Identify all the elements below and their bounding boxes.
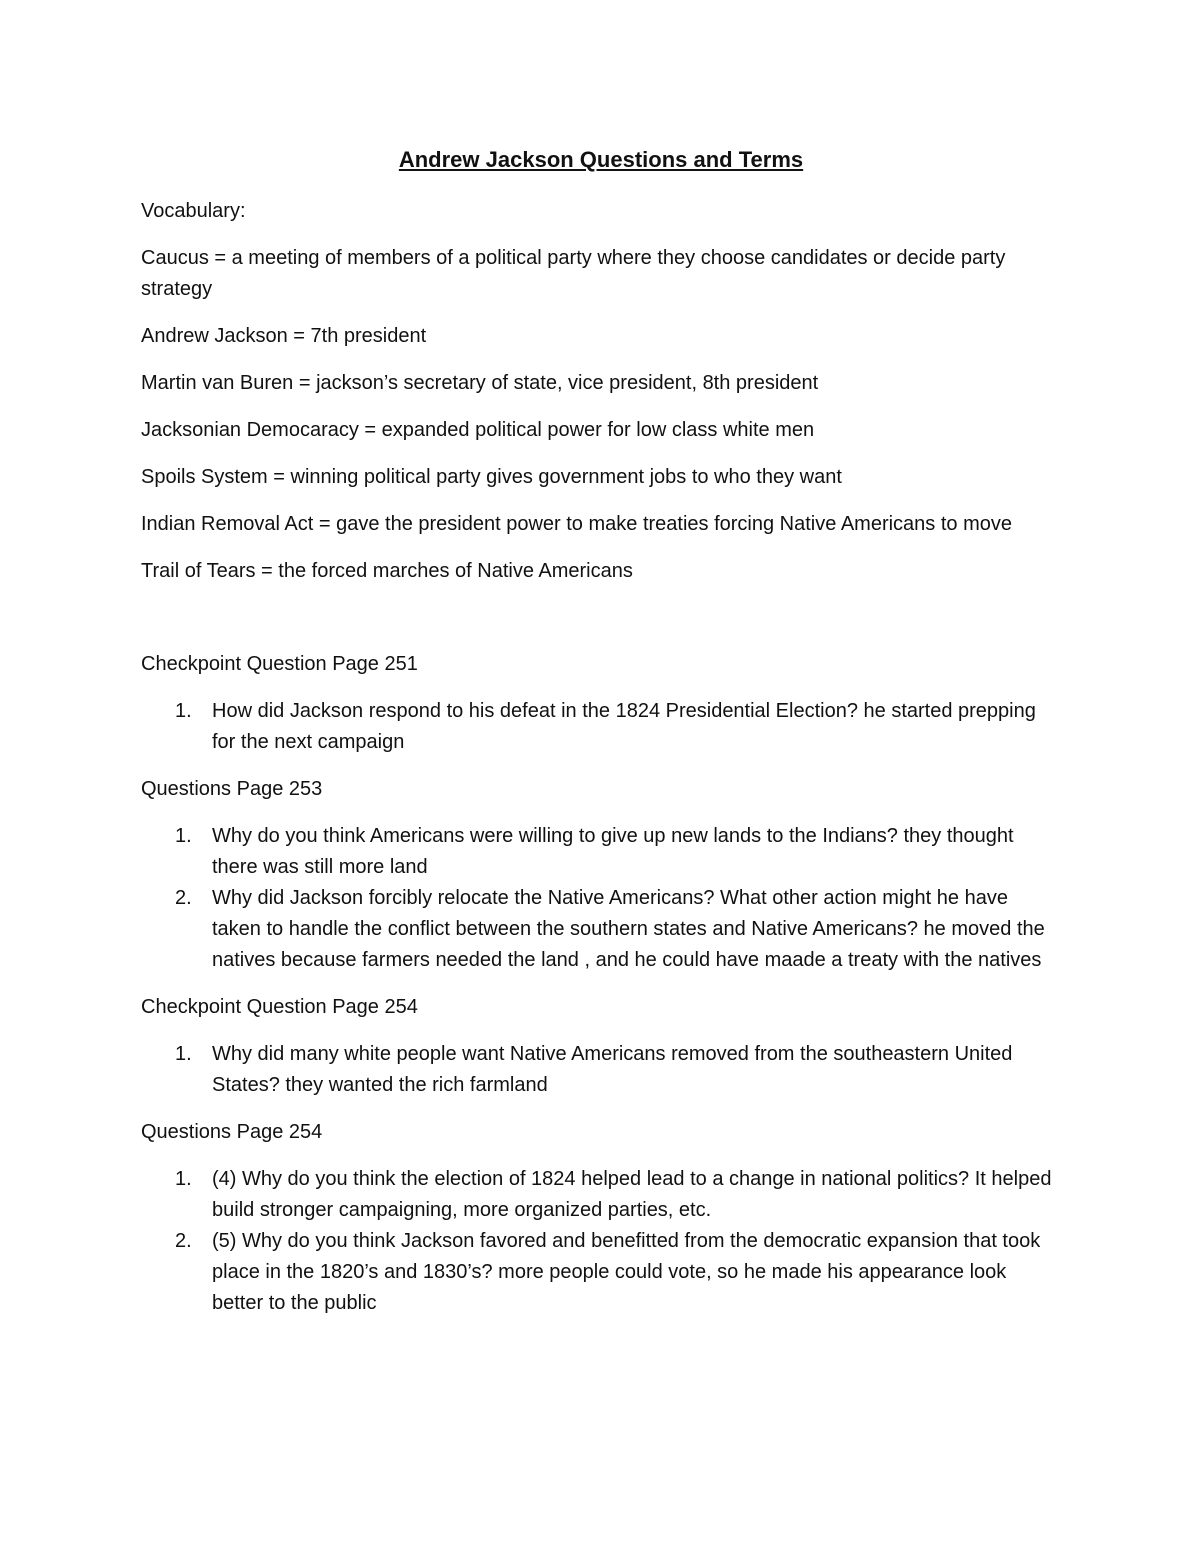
question-list	[141, 821, 1061, 976]
question-number: 1.	[175, 1168, 192, 1190]
question-item	[141, 1226, 1061, 1319]
vocab-term-martin-van-buren: Martin van Buren = jackson’s secretary of state, vice president, 8th president	[141, 372, 819, 394]
question-number: 1.	[175, 825, 192, 847]
section-heading: Questions Page 254	[141, 1121, 323, 1143]
question-item	[141, 821, 1061, 883]
document-title: Andrew Jackson Questions and Terms	[398, 147, 804, 172]
question-list	[141, 1164, 1061, 1319]
vocab-term-jacksonian-democracy: Jacksonian Democaracy = expanded political power for low class white men	[141, 419, 815, 441]
question-number: 1.	[175, 1043, 192, 1065]
vocab-term-caucus: Caucus = a meeting of members of a political party where they choose candidates or decide party strategy	[141, 247, 1006, 300]
question-number: 2.	[175, 1230, 192, 1252]
question-text: Why do you think Americans were willing to give up new lands to the Indians? they thought there was still more land	[212, 825, 1014, 878]
document-content	[141, 144, 1061, 1335]
question-text: (4) Why do you think the election of 1824 helped lead to a change in national politics? It helped build stronger campaigning, more organized parties, etc.	[212, 1168, 1052, 1221]
vocab-term-indian-removal-act: Indian Removal Act = gave the president power to make treaties forcing Native Americans to move	[141, 513, 1012, 535]
section-heading: Checkpoint Question Page 251	[141, 653, 418, 675]
question-item	[141, 1039, 1061, 1101]
section-heading: Questions Page 253	[141, 778, 323, 800]
question-text: Why did Jackson forcibly relocate the Native Americans? What other action might he have taken to handle the conflict between the southern states and Native Americans? he moved the natives because farmers needed the land , and he could have maade a treaty with the natives	[212, 887, 1045, 971]
question-list	[141, 1039, 1061, 1101]
section-heading: Checkpoint Question Page 254	[141, 996, 418, 1018]
vocabulary-heading: Vocabulary:	[141, 200, 246, 222]
question-number: 2.	[175, 887, 192, 909]
question-text: (5) Why do you think Jackson favored and benefitted from the democratic expansion that took place in the 1820’s and 1830’s? more people could vote, so he made his appearance look better to the public	[212, 1230, 1041, 1314]
vocab-term-andrew-jackson: Andrew Jackson = 7th president	[141, 325, 427, 347]
question-text: How did Jackson respond to his defeat in the 1824 Presidential Election? he started prepping for the next campaign	[212, 700, 1036, 753]
question-item	[141, 883, 1061, 976]
question-item	[141, 1164, 1061, 1226]
blank-line	[141, 603, 1061, 649]
vocab-term-spoils-system: Spoils System = winning political party gives government jobs to who they want	[141, 466, 842, 488]
question-list	[141, 696, 1061, 758]
question-text: Why did many white people want Native Americans removed from the southeastern United States? they wanted the rich farmland	[212, 1043, 1013, 1096]
question-item	[141, 696, 1061, 758]
question-number: 1.	[175, 700, 192, 722]
vocab-term-trail-of-tears: Trail of Tears = the forced marches of Native Americans	[141, 560, 633, 582]
